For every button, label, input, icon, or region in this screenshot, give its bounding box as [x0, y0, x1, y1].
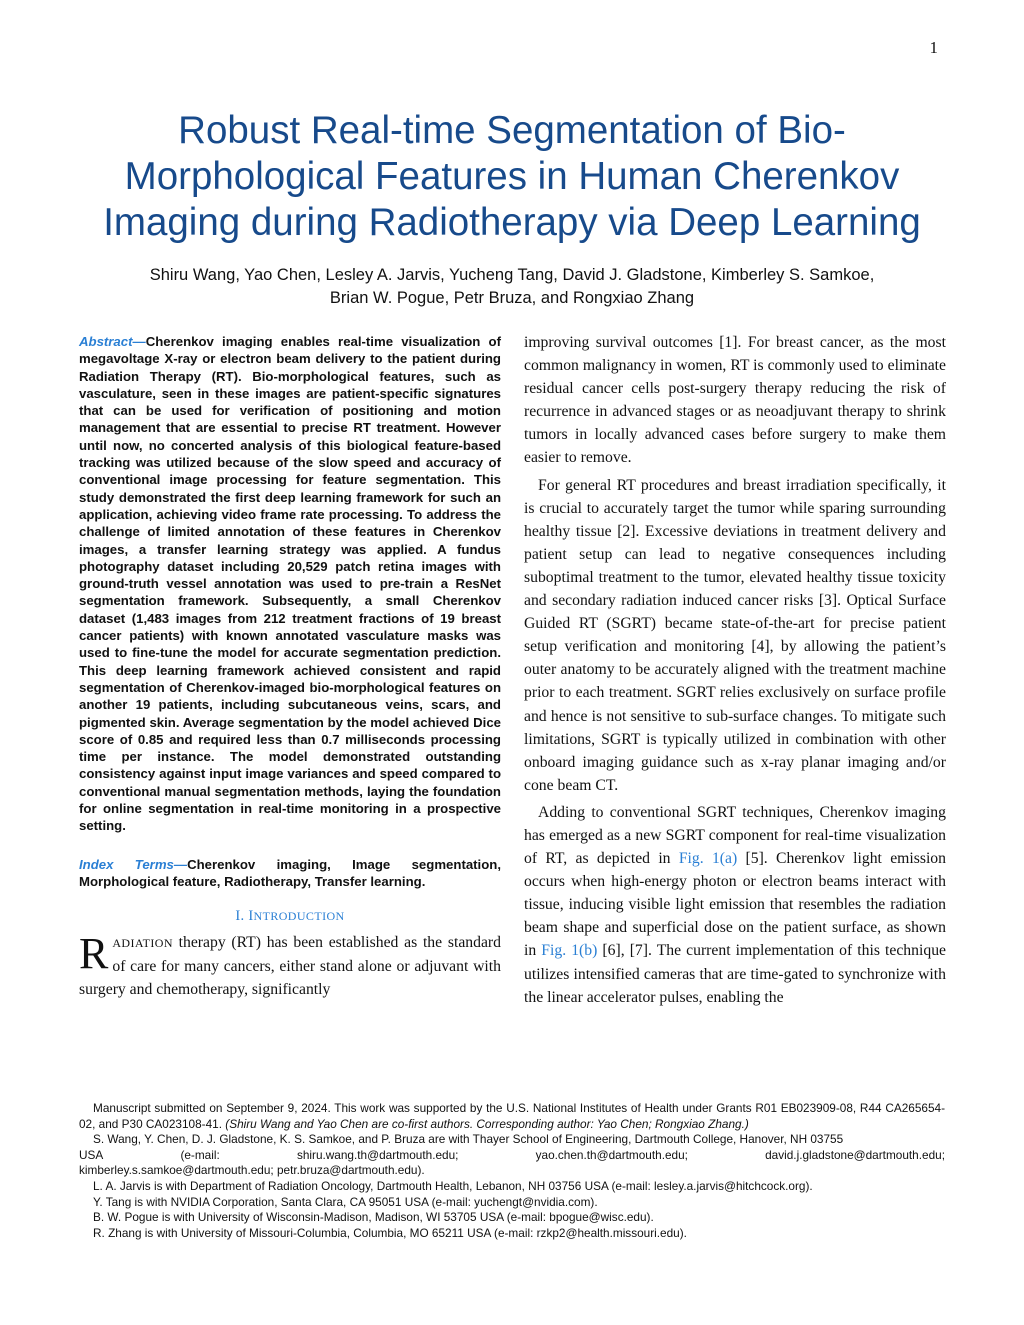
abstract — [79, 333, 501, 835]
footnote-usa: USA — [79, 1147, 104, 1162]
index-terms-dash: — — [173, 856, 188, 872]
drop-cap: R — [79, 929, 109, 979]
right-column — [524, 331, 946, 1009]
footnote-pogue: B. W. Pogue is with University of Wisconsin-Madison, Madison, WI 53705 USA (e-mail: bpogue@wisc.edu). — [93, 1210, 654, 1225]
section-heading-introduction — [79, 908, 501, 925]
footnote-email-label: (e-mail: — [180, 1147, 220, 1162]
footnotes — [79, 1101, 945, 1241]
section-number: I. — [235, 908, 245, 925]
footnote-manuscript — [79, 1101, 945, 1132]
footnote-email-2: yao.chen.th@dartmouth.edu; — [535, 1147, 688, 1162]
right-paragraph-2: For general RT procedures and breast irradiation specifically, it is crucial to accurately target the tumor while sparing surrounding healthy tissue [2]. Excessive deviations in treatment delivery and patient setup can lead to negative consequences including suboptimal treatment to the tumor, elevated healthy tissue toxicity and secondary radiation induced cancer risks [3]. Optical Surface Guided RT (SGRT) became state-of-the-art for precise patient setup verification and monitoring [4], by allowing the patient’s outer anatomy to be accurately aligned with the treatment machine prior to each treatment. SGRT relies exclusively on surface profile and hence is not sensitive to sub-surface changes. To mitigate such limitations, SGRT is typically utilized in combination with other onboard imaging guidance such as x-ray planar imaging and/or cone beam CT. — [524, 476, 946, 794]
figure-link-1a[interactable]: Fig. 1(a) — [678, 850, 738, 868]
footnote-email-1: shiru.wang.th@dartmouth.edu; — [296, 1147, 459, 1162]
footnote-manuscript-text: Manuscript submitted on September 9, 2024. This work was supported by the U.S. National Institutes of Health under Grants R01 EB023909-08, R44 CA265654-02, and P30 CA023108-41. — [79, 1101, 945, 1131]
right-paragraph-3 — [524, 801, 946, 1009]
paper-title: Robust Real-time Segmentation of Bio-Morphological Features in Human Cherenkov Imaging during Radiotherapy via Deep Learning — [103, 109, 921, 244]
footnote-affiliation-dartmouth: S. Wang, Y. Chen, D. J. Gladstone, K. S. Samkoe, and P. Bruza are with Thayer School of Engineering, Dartmouth College, Hanover, NH 03755 — [93, 1132, 844, 1147]
index-terms-text: Cherenkov imaging, Image segmentation, Morphological feature, Radiotherapy, Transfer learning. — [79, 856, 501, 889]
page-number: 1 — [929, 38, 938, 57]
footnote-coauthors: (Shiru Wang and Yao Chen are co-first authors. Corresponding author: Yao Chen; Rongxiao Zhang.) — [225, 1116, 749, 1131]
para3-text-a: Adding to conventional SGRT techniques, Cherenkov imaging has emerged as a new SGRT component for real-time visualization of RT, as depicted in — [524, 803, 946, 868]
footnote-tang: Y. Tang is with NVIDIA Corporation, Santa Clara, CA 95051 USA (e-mail: yuchengt@nvidia.com). — [93, 1194, 598, 1209]
intro-text: therapy (RT) has been established as the standard of care for many cancers, either stand alone or adjuvant with surgery and chemotherapy, significantly — [79, 934, 501, 999]
index-terms-label: Index Terms — [79, 856, 174, 872]
index-terms — [79, 856, 501, 891]
intro-smallcaps: ADIATION — [112, 936, 173, 951]
section-title-initial: I — [248, 908, 254, 925]
author-line-1: Shiru Wang, Yao Chen, Lesley A. Jarvis, Yucheng Tang, David J. Gladstone, Kimberley S. Samkoe, — [149, 266, 875, 284]
abstract-label: Abstract — [79, 334, 133, 349]
author-list — [60, 264, 964, 310]
footnote-email-row — [79, 1148, 945, 1164]
footnote-email-3: david.j.gladstone@dartmouth.edu; — [765, 1147, 945, 1162]
footnote-zhang: R. Zhang is with University of Missouri-Columbia, Columbia, MO 65211 USA (e-mail: rzkp2@health.missouri.edu). — [93, 1225, 687, 1240]
right-paragraph-1: improving survival outcomes [1]. For breast cancer, as the most common malignancy in women, RT is commonly used to eliminate residual cancer cells post-surgery therapy reducing the risk of recurrence in advanced stages or as neoadjuvant therapy to shrink tumors in locally advanced cases before surgery to make them easier to remove. — [524, 334, 946, 467]
intro-paragraph — [79, 931, 501, 1001]
figure-link-1b[interactable]: Fig. 1(b) — [541, 942, 598, 960]
left-column — [79, 333, 501, 1001]
para3-text-c: [6], [7]. The current implementation of this technique utilizes intensified cameras that are time-gated to synchronize with the linear accelerator pulses, enabling the — [524, 942, 947, 1006]
section-title-rest: NTRODUCTION — [253, 909, 345, 924]
footnote-email-continued: kimberley.s.samkoe@dartmouth.edu; petr.bruza@dartmouth.edu). — [79, 1163, 425, 1178]
abstract-text: Cherenkov imaging enables real-time visualization of megavoltage X-ray or electron beam delivery to the patient during Radiation Therapy (RT). Bio-morphological features, such as vasculature, seen in these images are patient-specific signatures that can be used for verification of positioning and motion management that are essential to precise RT treatment. However until now, no concerted analysis of this biological feature-based tracking was utilized because of the slow speed and accuracy of conventional image processing for feature segmentation. This study demonstrated the first deep learning framework for such an application, achieving video frame rate processing. To address the challenge of limited annotation of these features in Cherenkov images, a transfer learning strategy was applied. A fundus photography dataset including 20,529 patch retina images with ground-truth vessel annotation was used to pre-train a ResNet segmentation framework. Subsequently, a small Cherenkov dataset (1,483 images from 212 treatment fractions of 19 breast cancer patients) with known annotated vasculature masks was used to fine-tune the model for accurate segmentation prediction. This deep learning framework achieved consistent and rapid segmentation of Cherenkov-imaged bio-morphological features on another 19 patients, including subcutaneous veins, scars, and pigmented skin. Average segmentation by the model achieved Dice score of 0.85 and required less than 0.7 milliseconds processing time per instance. The model demonstrated outstanding consistency against input image variances and speed compared to conventional manual segmentation methods, laying the foundation for online segmentation in real-time monitoring in a prospective setting. — [79, 334, 501, 834]
author-line-2: Brian W. Pogue, Petr Bruza, and Rongxiao Zhang — [329, 289, 695, 307]
abstract-dash: — — [132, 334, 146, 349]
para3-text-b: [5]. Cherenkov light emission occurs when high-energy photon or electron beams interact with tissue, inducing visible light emission that resembles the radiation beam shape and superficial dose on the patient surface, as shown in — [524, 850, 946, 960]
footnote-jarvis: L. A. Jarvis is with Department of Radiation Oncology, Dartmouth Health, Lebanon, NH 03756 USA (e-mail: lesley.a.jarvis@hitchcock.org). — [93, 1178, 813, 1193]
